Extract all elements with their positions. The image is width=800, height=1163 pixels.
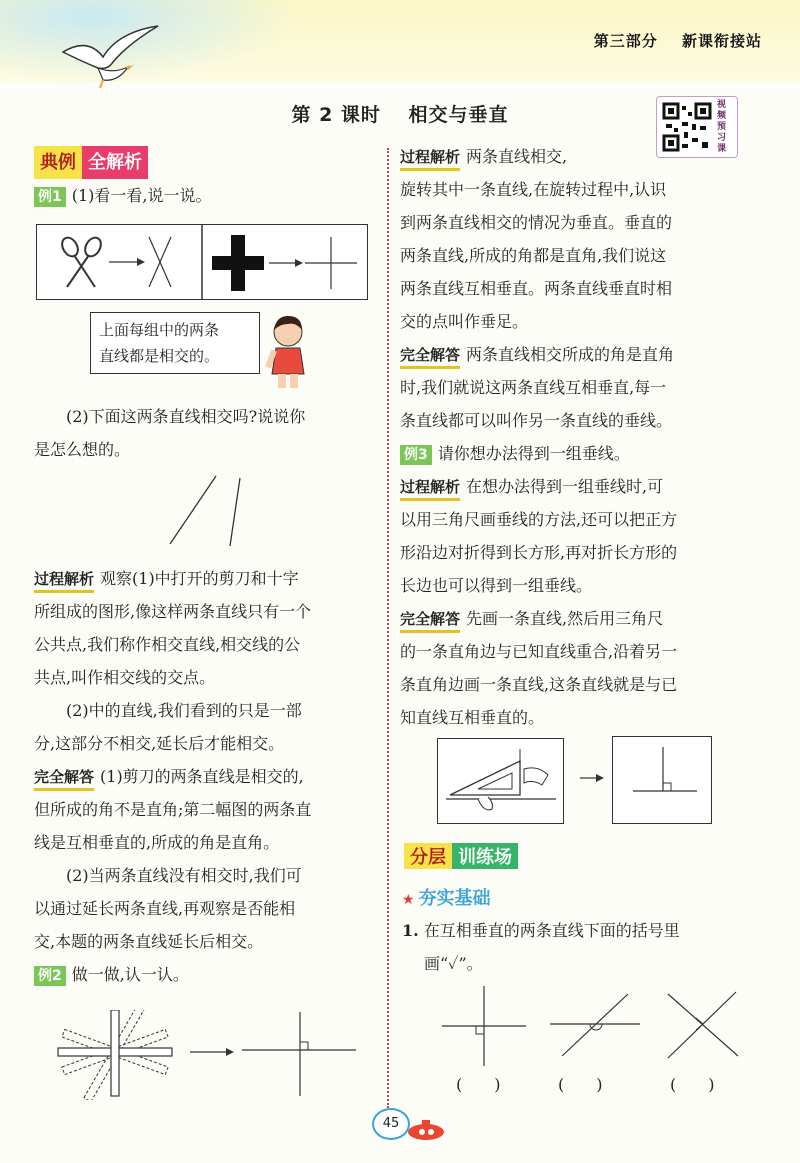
analysis-line-5: (2)中的直线,我们看到的只是一部 <box>66 701 302 720</box>
example-1-part-2 <box>34 400 376 466</box>
example-3-question: 请你想办法得到一组垂线。 <box>437 444 630 463</box>
rotating-lines-figure <box>50 1010 370 1100</box>
answer-3-line-2: 的一条直角边与已知直线重合,沿着另一 <box>400 642 678 661</box>
answer-3-tag: 完全解答 <box>400 608 460 633</box>
question-1 <box>402 914 750 980</box>
question-1-number: 1. <box>402 921 419 940</box>
answer-paren-2[interactable]: ( ) <box>558 1075 603 1094</box>
analysis-line-3: 公共点,我们称作相交直线,相交线的公 <box>34 635 301 654</box>
cross-icon <box>212 235 264 291</box>
submarine-icon <box>404 1116 446 1142</box>
q2-line-1: (2)下面这两条直线相交吗?说说你 <box>66 407 306 426</box>
analysis-3-line-1: 在想办法得到一组垂线时,可 <box>466 477 664 496</box>
analysis-line-4: 共点,叫作相交线的交点。 <box>34 668 216 687</box>
triangle-ruler-figure <box>437 738 564 824</box>
analysis-tag: 过程解析 <box>34 568 94 593</box>
example-2-tag: 例2 <box>34 966 66 986</box>
right-answer-line-3: 条直线都可以叫作另一条直线的垂线。 <box>400 411 673 430</box>
example-2-question: 做一做,认一认。 <box>71 965 189 984</box>
scissors-icon <box>59 235 104 287</box>
girl-illustration-icon <box>262 312 314 392</box>
answer-line-2: 但所成的角不是直角;第二幅图的两条直 <box>34 800 312 819</box>
arrow-icon <box>580 772 604 784</box>
lesson-number: 第 2 课时 <box>291 104 381 126</box>
example-1-figure <box>36 224 368 300</box>
analysis-line-2: 所组成的图形,像这样两条直线只有一个 <box>34 602 312 621</box>
practice-tag-a: 分层 <box>404 843 452 869</box>
part-label: 第三部分 <box>593 32 658 50</box>
level-label: 夯实基础 <box>418 888 491 909</box>
right-analysis-line-1: 两条直线相交, <box>466 147 568 166</box>
analysis-3-line-2: 以用三角尺画垂线的方法,还可以把正方 <box>400 510 678 529</box>
example-1-solution <box>34 562 376 991</box>
question-1-line-2: 画“✓”。 <box>424 954 483 973</box>
right-analysis-line-6: 交的点叫作垂足。 <box>400 312 529 331</box>
answer-tag: 完全解答 <box>34 766 94 791</box>
right-analysis-line-4: 两条直线,所成的角都是直角,我们说这 <box>400 246 667 265</box>
section-tag-a: 典例 <box>34 146 82 179</box>
section-heading <box>34 146 376 179</box>
example-1-tag: 例1 <box>34 187 66 207</box>
bubble-line-1: 上面每组中的两条 <box>99 321 220 339</box>
answer-paren-3[interactable]: ( ) <box>670 1075 715 1094</box>
perpendicular-result-figure <box>612 736 712 824</box>
right-analysis-line-3: 到两条直线相交的情况为垂直。垂直的 <box>400 213 673 232</box>
page-number: 45 <box>372 1108 410 1140</box>
bubble-line-2: 直线都是相交的。 <box>99 347 220 365</box>
right-analysis-line-5: 两条直线互相垂直。两条直线垂直时相 <box>400 279 673 298</box>
answer-line-5: 以通过延长两条直线,再观察是否能相 <box>34 899 296 918</box>
two-lines-figure <box>150 470 260 550</box>
intersect-figures <box>37 225 367 299</box>
triangle-ruler-icon <box>438 739 563 823</box>
analysis-line-6: 分,这部分不相交,延长后才能相交。 <box>34 734 285 753</box>
right-analysis-line-2: 旋转其中一条直线,在旋转过程中,认识 <box>400 180 667 199</box>
answer-line-6: 交,本题的两条直线延长后相交。 <box>34 932 264 951</box>
example-1-question: (1)看一看,说一说。 <box>71 186 212 205</box>
seagull-icon <box>58 22 168 92</box>
analysis-line-1: 观察(1)中打开的剪刀和十字 <box>100 569 299 588</box>
answer-3-line-1: 先画一条直线,然后用三角尺 <box>466 609 664 628</box>
level-heading <box>402 884 491 910</box>
question-1-line-1: 在互相垂直的两条直线下面的括号里 <box>423 921 680 940</box>
answer-line-3: 线是互相垂直的,所成的角是直角。 <box>34 833 280 852</box>
practice-tag-b: 训练场 <box>452 843 518 869</box>
answer-3-line-3: 条直角边画一条直线,这条直线就是与已 <box>400 675 678 694</box>
header-nav <box>576 30 762 51</box>
right-answer-line-1: 两条直线相交所成的角是直角 <box>466 345 675 364</box>
right-column <box>400 140 745 734</box>
lesson-name: 相交与垂直 <box>408 104 509 126</box>
example-3-tag: 例3 <box>400 445 432 465</box>
star-icon: ★ <box>402 892 415 908</box>
section-label: 新课衔接站 <box>681 32 762 50</box>
answer-line-1: (1)剪刀的两条直线是相交的, <box>100 767 304 786</box>
perpendicular-lines <box>613 737 711 823</box>
left-column <box>34 146 376 212</box>
analysis-3-tag: 过程解析 <box>400 476 460 501</box>
answer-paren-1[interactable]: ( ) <box>456 1075 501 1094</box>
analysis-3-line-4: 长边也可以得到一组垂线。 <box>400 576 593 595</box>
q2-line-2: 是怎么想的。 <box>34 440 131 459</box>
answer-3-line-4: 知直线互相垂直的。 <box>400 708 545 727</box>
analysis-3-line-3: 形沿边对折得到长方形,再对折长方形的 <box>400 543 678 562</box>
column-divider <box>387 148 389 1108</box>
practice-heading <box>404 843 518 869</box>
speech-bubble <box>90 312 260 374</box>
section-tag-b: 全解析 <box>82 146 148 179</box>
question-1-figures <box>438 980 748 1070</box>
analysis-tag-right: 过程解析 <box>400 146 460 171</box>
answer-tag-right: 完全解答 <box>400 344 460 369</box>
qr-label: 视频预习课 <box>717 100 727 154</box>
answer-line-4: (2)当两条直线没有相交时,我们可 <box>66 866 302 885</box>
right-answer-line-2: 时,我们就说这两条直线互相垂直,每一 <box>400 378 667 397</box>
